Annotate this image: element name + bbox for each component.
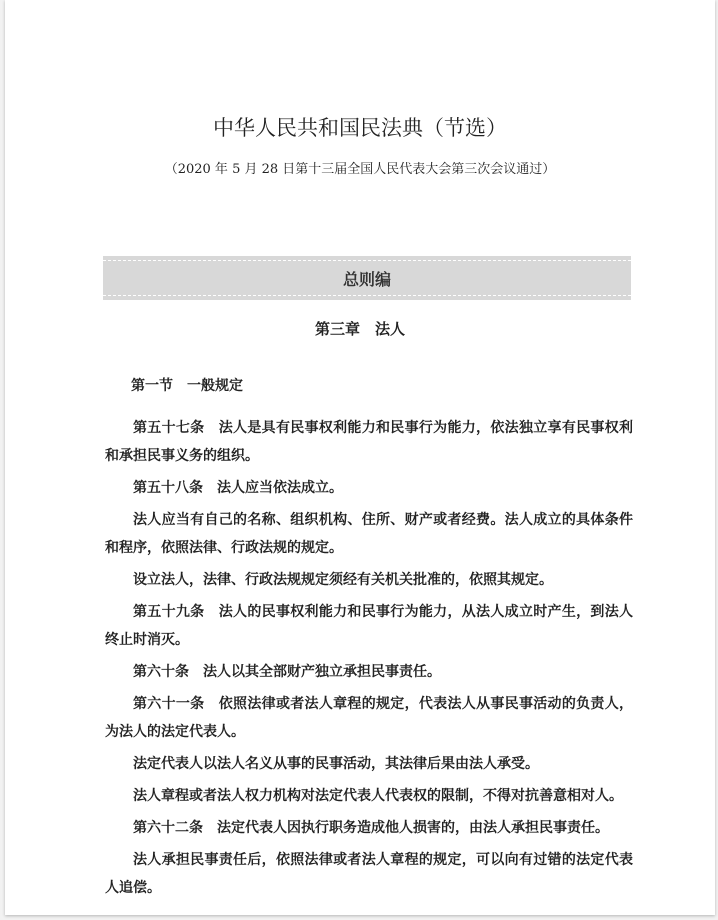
paragraph: 第六十一条 依照法律或者法人章程的规定，代表法人从事民事活动的负责人，为法人的法定代表人。 — [105, 696, 633, 740]
paragraph: 法人章程或者法人权力机构对法定代表人代表权的限制，不得对抗善意相对人。 — [133, 788, 623, 804]
document-title: 中华人民共和国民法典（节选） — [213, 116, 507, 140]
paragraph: 第五十七条 法人是具有民事权利能力和民事行为能力，依法独立享有民事权利和承担民事义务的组织。 — [105, 420, 633, 464]
part-heading: 总则编 — [342, 269, 391, 289]
section-heading: 第一节 一般规定 — [131, 378, 243, 394]
paragraph: 法人承担民事责任后，依照法律或者法人章程的规定，可以向有过错的法定代表人追偿。 — [105, 852, 633, 896]
document-subtitle: （2020 年 5 月 28 日第十三届全国人民代表大会第三次会议通过） — [164, 162, 556, 177]
paragraph: 第六十条 法人以其全部财产独立承担民事责任。 — [133, 664, 441, 680]
paragraph: 法人应当有自己的名称、组织机构、住所、财产或者经费。法人成立的具体条件和程序，依照法律、行政法规的规定。 — [105, 512, 633, 556]
part-heading-band — [103, 256, 631, 300]
paragraph: 第五十九条 法人的民事权利能力和民事行为能力，从法人成立时产生，到法人终止时消灭。 — [105, 604, 633, 648]
chapter-heading: 第三章 法人 — [314, 320, 405, 338]
paragraph: 第五十八条 法人应当依法成立。 — [133, 480, 343, 496]
paragraph: 第六十二条 法定代表人因执行职务造成他人损害的，由法人承担民事责任。 — [133, 820, 609, 836]
paragraph: 设立法人，法律、行政法规规定须经有关机关批准的，依照其规定。 — [133, 572, 553, 588]
paragraph: 法定代表人以法人名义从事的民事活动，其法律后果由法人承受。 — [133, 756, 539, 772]
document-page — [5, 0, 715, 915]
article-body — [105, 414, 633, 906]
